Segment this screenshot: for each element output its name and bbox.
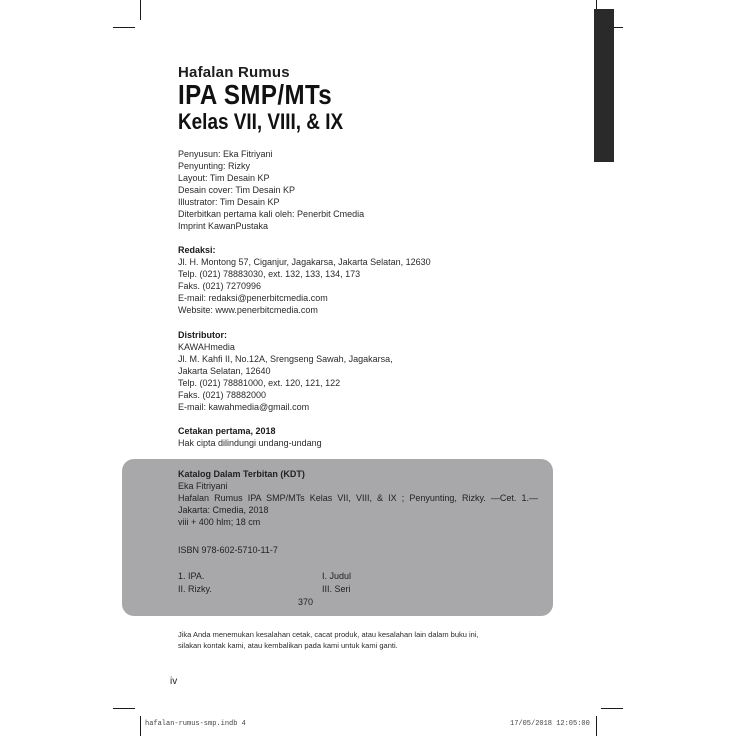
credit-line: Imprint KawanPustaka — [178, 221, 269, 231]
distributor-block — [178, 329, 393, 413]
catalog-author: Eka Fitriyani — [178, 481, 228, 491]
book-title-block — [178, 64, 370, 133]
credit-line: Diterbitkan pertama kali oleh: Penerbit Cmedia — [178, 209, 365, 219]
catalog-heading: Katalog Dalam Terbitan (KDT) — [178, 469, 305, 479]
redaksi-line: Faks. (021) 7270996 — [178, 281, 262, 291]
distributor-heading: Distributor: — [178, 330, 227, 340]
book-class-range: Kelas VII, VIII, & IX — [178, 109, 344, 134]
catalog-index-item: III. Seri — [322, 584, 351, 594]
edition-heading: Cetakan pertama, 2018 — [178, 426, 276, 436]
catalog-index-item: I. Judul — [322, 571, 352, 581]
crop-mark — [596, 716, 597, 736]
distributor-line: KAWAHmedia — [178, 342, 235, 352]
edition-block — [178, 425, 322, 449]
slug-datetime: 17/05/2018 12:05:00 — [510, 720, 590, 728]
errata-note — [178, 629, 479, 651]
crop-mark — [140, 0, 141, 20]
catalog-box — [122, 459, 553, 616]
credit-line: Penyunting: Rizky — [178, 161, 251, 171]
catalog-extent-line: viii + 400 hlm; 18 cm — [178, 517, 261, 527]
redaksi-block — [178, 244, 431, 316]
catalog-index-item: 1. IPA. — [178, 571, 205, 581]
distributor-line: Jl. M. Kahfi II, No.12A, Srengseng Sawah, Jagakarsa, — [178, 354, 393, 364]
redaksi-line: E-mail: redaksi@penerbitcmedia.com — [178, 293, 328, 303]
copyright-line: Hak cipta dilindungi undang-undang — [178, 438, 322, 448]
redaksi-heading: Redaksi: — [178, 245, 216, 255]
distributor-line: Faks. (021) 78882000 — [178, 390, 267, 400]
credit-line: Penyusun: Eka Fitriyani — [178, 149, 273, 159]
credit-line: Desain cover: Tim Desain KP — [178, 185, 296, 195]
catalog-title-line: Hafalan Rumus IPA SMP/MTs Kelas VII, VIII, & IX ; Penyunting, Rizky. —Cet. 1.— — [178, 493, 538, 503]
catalog-class-number: 370 — [298, 597, 314, 607]
crop-mark — [113, 27, 135, 28]
book-subtitle: Hafalan Rumus — [178, 64, 290, 81]
crop-mark — [113, 708, 135, 709]
redaksi-line: Telp. (021) 78883030, ext. 132, 133, 134, 173 — [178, 269, 361, 279]
credit-line: Layout: Tim Desain KP — [178, 173, 270, 183]
catalog-publisher-line: Jakarta: Cmedia, 2018 — [178, 505, 269, 515]
thumb-tab — [594, 9, 614, 162]
crop-mark — [601, 708, 623, 709]
credit-line: Illustrator: Tim Desain KP — [178, 197, 280, 207]
book-title: IPA SMP/MTs — [178, 79, 333, 110]
errata-line: silakan kontak kami, atau kembalikan pada kami untuk kami ganti. — [178, 641, 398, 650]
crop-mark — [140, 716, 141, 736]
credits-block — [178, 148, 364, 232]
page-number: iv — [170, 676, 178, 687]
slug-filename: hafalan-rumus-smp.indb 4 — [145, 720, 246, 728]
distributor-line: Jakarta Selatan, 12640 — [178, 366, 271, 376]
catalog-isbn: ISBN 978-602-5710-11-7 — [178, 545, 278, 555]
errata-line: Jika Anda menemukan kesalahan cetak, cacat produk, atau kesalahan lain dalam buku ini, — [178, 630, 479, 639]
redaksi-line: Jl. H. Montong 57, Ciganjur, Jagakarsa, Jakarta Selatan, 12630 — [178, 257, 431, 267]
distributor-line: Telp. (021) 78881000, ext. 120, 121, 122 — [178, 378, 341, 388]
distributor-line: E-mail: kawahmedia@gmail.com — [178, 402, 310, 412]
redaksi-line: Website: www.penerbitcmedia.com — [178, 305, 318, 315]
catalog-index-item: II. Rizky. — [178, 584, 212, 594]
